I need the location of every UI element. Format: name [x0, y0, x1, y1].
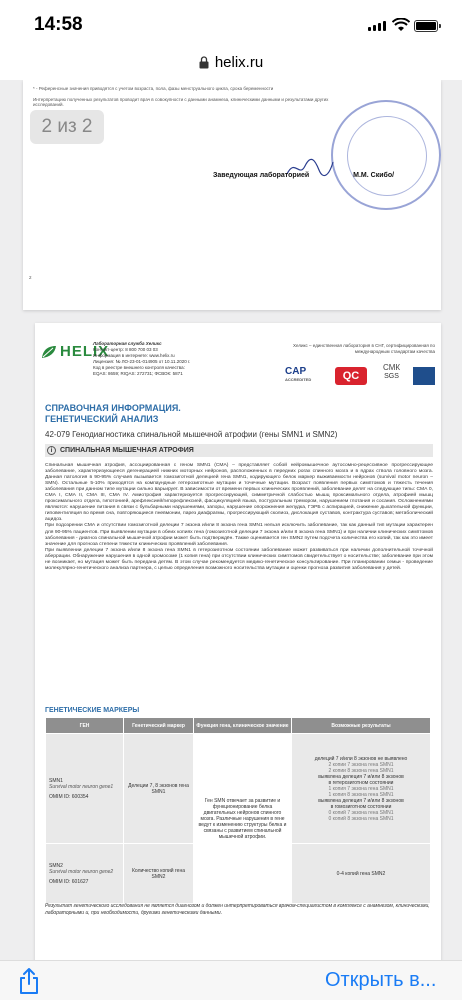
results-cell: делеций 7 и/или 8 экзонов не выявлено 2 копии 7 экзона гена SMN1 2 копии 8 экзона гена SMN1 выявлена делеция 7 и/или 8 экзонов в гетерозиготном состоянии 1 копия 7 экзона гена SMN1 1 копия 8 экзона гена SMN1 выявлена делеция 7 и/или 8 экзонов в гомозиготном состоянии 0 копий 7 экзона гена SMN1 0 копий 8 экзона гена SMN1 [292, 734, 431, 844]
lab-info: Лабораторная служба Хеликс Контакт-центр: 8 800 700 03 03 Информация в интернете: www.helix.ru Лицензия: № ЛО-23-01-014905 от 10.11.2020 г. Код в реестре внешнего контроля качества: EQAS: 8659; RIQAS: 272731; ФСВОК: 5871 [93, 341, 191, 376]
head-of-lab: Заведующая лабораторией М.М. Скибо/ [213, 172, 395, 179]
pdf-page-1: * - Референсные значения приводятся с учетом возраста, пола, фазы менструального цикла, срока беременности Интерпретацию полученных результатов проводит врач в совокупности с данными анамнеза, клиническими данными и результатами других исследований. Заведующая лабораторией М.М. Скибо/ 2 [23, 80, 441, 310]
helix-leaf-icon [41, 345, 57, 359]
smk-sgs-logo: СМК SGS [383, 363, 401, 380]
markers-title: ГЕНЕТИЧЕСКИЕ МАРКЕРЫ [45, 707, 140, 714]
interpretation-footnote: Интерпретацию полученных результатов проводит врач в совокупности с данными анамнеза, клиническими данными и результатами других исследований. [33, 97, 329, 107]
pdf-viewer[interactable] [0, 80, 462, 960]
cert-badge [413, 367, 435, 385]
function-cell: Ген SMN отвечает за развитие и функционирование белка двигательных нейронов спинного мозга. Различные нарушения в гене ведут к изменению структуры белка и связаны с развитием спинальной мышечной атрофии. [194, 734, 292, 904]
table-header: ГЕН [46, 718, 124, 734]
paragraph: При выявлении делеции 7 экзона и/или 8 экзона гена SMN1 в гетерозиготном состоянии заболевание может развиваться при наличии дополнительной точечной аберрации. Обнаружение нарушения в одной хромосоме (1 копия гена) при отсутствии клинических симптомов свидетельствует о носительстве; заболевание при этом не возникает, но мутация может быть передана детям. В этом случае рекомендуется медико-генетическое консультирование. При планировании семьи - проведение молекулярно-генетического анализа партнера, с целью определения возможного носительства мутации и оценки прогноза развития заболевания у детей. [45, 547, 433, 571]
genetic-markers-table [45, 717, 431, 904]
certification-text: Хеликс – единственная лаборатория в СНГ, сертифицированная по международным стандартам качества [293, 343, 435, 354]
results-cell: 0-4 копий гена SMN2 [292, 844, 431, 904]
table-row [46, 734, 431, 844]
disclaimer: Результат генетического исследования не является диагнозом и должен интерпретироваться врачом-специалистом в комплексе с анамнезом, клиническими, лабораторными и, при необходимости, другими генетическими данными. [45, 903, 430, 916]
share-icon[interactable] [18, 967, 40, 995]
section-title: СПРАВОЧНАЯ ИНФОРМАЦИЯ. ГЕНЕТИЧЕСКИЙ АНАЛИЗ [45, 403, 181, 424]
cellular-signal-icon [368, 21, 386, 31]
url-text: helix.ru [214, 53, 264, 71]
battery-icon [414, 20, 438, 32]
pdf-page-2 [35, 323, 441, 960]
paragraph: При подозрении СМА и отсутствии гомозиготной делеции 7 экзона и/или 8 экзона гена SMN1 нельзя исключить заболевание, так как данный тип мутации характерен для 90-95% пациентов. При выявлении мутации в обеих копиях гена (гомозиготной делеции 7 экзона и/или 8 экзона гена SMN1) и при наличии клинических симптомов заболевания - диагноз спинальной мышечной атрофии может быть подтверждён. Также оценивается ген SMN2 путем подсчета количества его копий, так как это имеет значение для прогноза степени тяжести клинических проявлений заболевания. [45, 523, 433, 547]
paragraph: Спинальная мышечная атрофия, ассоциированная с геном SMN1 (СМА) – представляет собой нейромышечное аутосомно-рецессивное прогрессирующее заболевание, характеризующееся дегенерацией нижних моторных нейронов, расположенных в передних рогах спинного мозга и в ядрах ствола головного мозга. Данная патология в 90-95% случаев вызывается гомозиготной делецией гена SMN1, кодирующего белок маркер выживаемости нейронов (survival motor neuron – SMN). Остальные 5-10% приходятся на компаундные гетерозиготные мутации и точечные мутации. Возраст появления первых симптомов и тяжесть течения заболевания при данном типе мутации сильно варьирует. В зависимости от времени первых клинических проявлений, заболевание делят на следующие типы: СМА 0, СМА I, СМА II, СМА III, СМА IV. Амиотрофия характеризуется прогрессирующей, симметричной слабостью мышц проксимального отдела, атрофией мышц проксимального отдела, гипотонией, арефлексией/гипорефлексией, фасцикуляцией языка, постуральным тремором, нарушением глотания и сосания. Осложнениями являются: нарушение питания в связи с бульбарными нарушениями, запоры, нарушение опорожнения желудка, ГЭРБ с аспирацией, снижение дыхательной функции, гиповентиляция во время сна, повторяющиеся пневмонии, парез диафрагмы, прогрессирующий сколиоз, дислокация суставов, контрактура суставов; метаболический ацидоз. [45, 463, 433, 523]
address-bar[interactable] [0, 44, 462, 80]
info-icon: i [47, 446, 56, 455]
status-time: 14:58 [34, 14, 83, 35]
marker-cell: Делеции 7, 8 экзонов гена SMN1 [124, 734, 194, 844]
cap-logo: CAP ACCREDITED [285, 366, 312, 382]
page-indicator: 2 из 2 [30, 110, 104, 144]
lab-stamp [331, 100, 441, 210]
table-header: Возможные результаты [292, 718, 431, 734]
gene-cell: SMN2 Survival motor neuron gene2 OMIM ID: 601627 [46, 844, 124, 904]
table-header: Функция гена, клиническое значение [194, 718, 292, 734]
gene-cell: SMN1 Survival motor neuron gene1 OMIM ID: 600354 [46, 734, 124, 844]
westgard-qc-logo: QC [335, 367, 367, 385]
description-text [45, 463, 433, 572]
open-in-button[interactable]: Открыть в... [325, 969, 437, 991]
marker-cell: Количество копий гена SMN2 [124, 844, 194, 904]
reference-footnote: * - Референсные значения приводятся с учетом возраста, пола, фазы менструального цикла, срока беременности [33, 86, 274, 91]
test-name: 42-079 Генодиагностика спинальной мышечной атрофии (гены SMN1 и SMN2) [45, 430, 338, 439]
bottom-toolbar [0, 960, 462, 1000]
logo-text: HELIX [60, 343, 110, 360]
wifi-icon [392, 18, 410, 32]
table-header: Генетический маркер [124, 718, 194, 734]
section-heading-sma: i СПИНАЛЬНАЯ МЫШЕЧНАЯ АТРОФИЯ [45, 444, 433, 457]
status-bar [0, 0, 462, 44]
lock-icon [199, 56, 209, 69]
